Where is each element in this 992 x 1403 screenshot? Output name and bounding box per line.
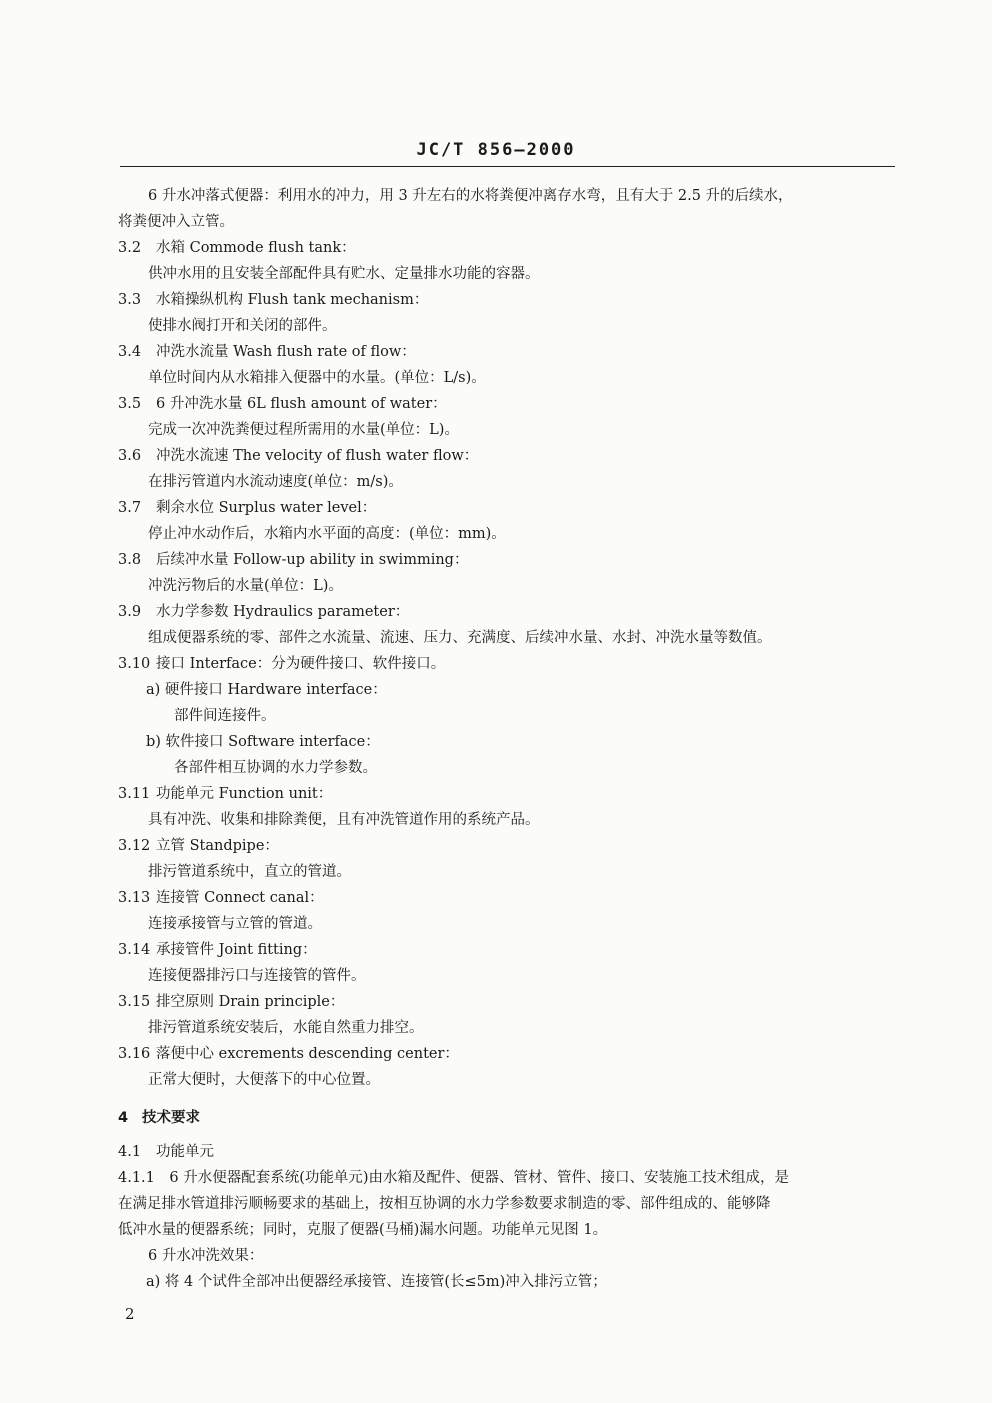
- section-title: 技术要求: [142, 1110, 200, 1126]
- term-3-12: [118, 833, 896, 859]
- term-number: 3.9: [118, 604, 142, 620]
- term-definition: 连接承接管与立管的管道。: [148, 916, 322, 932]
- term-3-9: [118, 599, 896, 625]
- term-title: 水箱 Commode flush tank：: [156, 240, 356, 256]
- term-number: 3.3: [118, 292, 142, 308]
- term-number: 3.15: [118, 994, 151, 1010]
- term-definition: 供冲水用的且安装全部配件具有贮水、定量排水功能的容器。: [148, 266, 540, 282]
- term-number: 3.6: [118, 448, 142, 464]
- term-3-3: [118, 287, 896, 313]
- paragraph-line: 6 升水冲洗效果：: [148, 1248, 264, 1264]
- term-3-14: [118, 937, 896, 963]
- paragraph-line: 在满足排水管道排污顺畅要求的基础上，按相互协调的水力学参数要求制造的零、部件组成的、能够降: [118, 1196, 771, 1212]
- term-number: 3.4: [118, 344, 142, 360]
- term-title: 落便中心 excrements descending center：: [156, 1046, 459, 1062]
- term-title: 功能单元 Function unit：: [156, 786, 333, 802]
- term-title: 连接管 Connect canal：: [156, 890, 324, 906]
- term-3-15: [118, 989, 896, 1015]
- term-definition: 各部件相互协调的水力学参数。: [174, 760, 377, 776]
- term-sub-a: a) 硬件接口 Hardware interface：: [146, 682, 387, 698]
- term-definition: 连接便器排污口与连接管的管件。: [148, 968, 366, 984]
- term-definition: 排污管道系统安装后，水能自然重力排空。: [148, 1020, 424, 1036]
- term-definition: 排污管道系统中，直立的管道。: [148, 864, 351, 880]
- term-3-5: [118, 391, 896, 417]
- term-definition: 正常大便时，大便落下的中心位置。: [148, 1072, 380, 1088]
- term-3-8: [118, 547, 896, 573]
- section-number: 4: [118, 1110, 129, 1126]
- term-3-2: [118, 235, 896, 261]
- term-3-10: [118, 651, 896, 677]
- intro-line-cont: 将粪便冲入立管。: [118, 214, 234, 230]
- paragraph-line: 低冲水量的便器系统；同时，克服了便器(马桶)漏水问题。功能单元见图 1。: [118, 1222, 608, 1238]
- page-content: [118, 183, 896, 1295]
- term-number: 3.12: [118, 838, 151, 854]
- term-title: 接口 Interface：分为硬件接口、软件接口。: [156, 656, 446, 672]
- term-number: 3.5: [118, 396, 142, 412]
- term-definition: 使排水阀打开和关闭的部件。: [148, 318, 337, 334]
- term-title: 6 升冲洗水量 6L flush amount of water：: [156, 396, 447, 412]
- term-definition: 冲洗污物后的水量(单位：L)。: [148, 578, 343, 594]
- page-number: 2: [125, 1305, 135, 1323]
- term-definition: 停止冲水动作后，水箱内水平面的高度：(单位：mm)。: [148, 526, 506, 542]
- term-title: 承接管件 Joint fitting：: [156, 942, 317, 958]
- term-3-6: [118, 443, 896, 469]
- term-definition: 单位时间内从水箱排入便器中的水量。(单位：L/s)。: [148, 370, 486, 386]
- term-number: 3.8: [118, 552, 142, 568]
- term-definition: 具有冲洗、收集和排除粪便，且有冲洗管道作用的系统产品。: [148, 812, 540, 828]
- term-3-7: [118, 495, 896, 521]
- term-definition: 完成一次冲洗粪便过程所需用的水量(单位：L)。: [148, 422, 459, 438]
- section-title: 功能单元: [156, 1144, 214, 1160]
- term-title: 水力学参数 Hydraulics parameter：: [156, 604, 410, 620]
- term-number: 3.2: [118, 240, 142, 256]
- term-number: 3.11: [118, 786, 151, 802]
- term-number: 3.7: [118, 500, 142, 516]
- term-3-13: [118, 885, 896, 911]
- header-rule: [120, 166, 895, 167]
- term-3-11: [118, 781, 896, 807]
- term-title: 后续冲水量 Follow-up ability in swimming：: [156, 552, 469, 568]
- intro-line: 6 升水冲落式便器：利用水的冲力，用 3 升左右的水将粪便冲离存水弯，且有大于 2.5 升的后续水，: [148, 188, 793, 204]
- section-4-heading: [118, 1105, 896, 1131]
- section-4-1-heading: [118, 1139, 896, 1165]
- term-3-4: [118, 339, 896, 365]
- list-item-a: a) 将 4 个试件全部冲出便器经承接管、连接管(长≤5m)冲入排污立管；: [146, 1274, 607, 1290]
- term-3-16: [118, 1041, 896, 1067]
- term-number: 3.10: [118, 656, 151, 672]
- term-definition: 部件间连接件。: [174, 708, 276, 724]
- term-title: 冲洗水流速 The velocity of flush water flow：: [156, 448, 479, 464]
- term-definition: 在排污管道内水流动速度(单位：m/s)。: [148, 474, 403, 490]
- term-number: 3.16: [118, 1046, 151, 1062]
- term-number: 3.14: [118, 942, 151, 958]
- term-title: 冲洗水流量 Wash flush rate of flow：: [156, 344, 416, 360]
- term-number: 3.13: [118, 890, 151, 906]
- term-title: 排空原则 Drain principle：: [156, 994, 345, 1010]
- term-title: 水箱操纵机构 Flush tank mechanism：: [156, 292, 429, 308]
- paragraph-line: 4.1.1 6 升水便器配套系统(功能单元)由水箱及配件、便器、管材、管件、接口、安装施工技术组成，是: [118, 1170, 790, 1186]
- term-title: 立管 Standpipe：: [156, 838, 279, 854]
- term-definition: 组成便器系统的零、部件之水流量、流速、压力、充满度、后续冲水量、水封、冲洗水量等数值。: [148, 630, 772, 646]
- section-number: 4.1: [118, 1144, 142, 1160]
- term-title: 剩余水位 Surplus water level：: [156, 500, 377, 516]
- term-sub-b: b) 软件接口 Software interface：: [146, 734, 380, 750]
- standard-code-header: JC/T 856—2000: [416, 140, 576, 160]
